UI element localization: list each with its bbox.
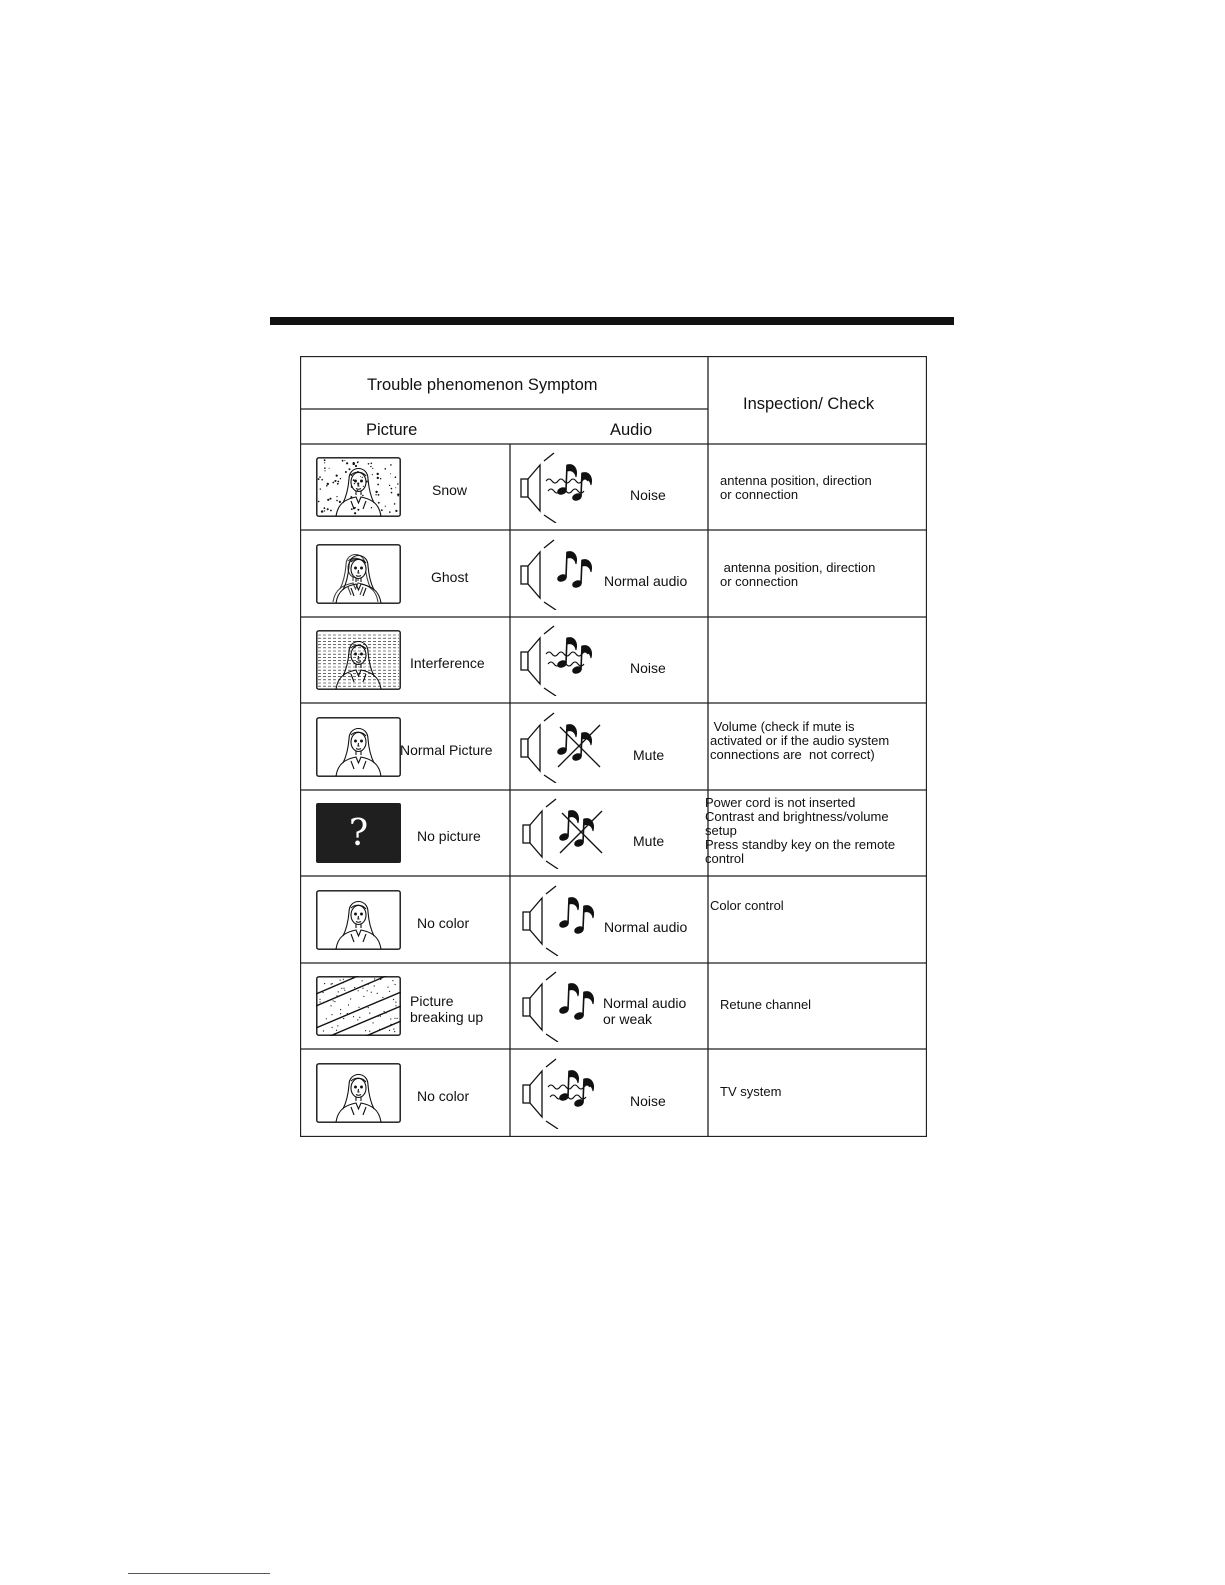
picture-symptom-label: No color — [417, 1087, 470, 1104]
svg-text:?: ? — [348, 813, 369, 854]
picture-symptom-label: No color — [417, 914, 470, 931]
check-column-header: Inspection/ Check — [743, 395, 875, 413]
audio-symptom-label: Noise — [630, 660, 666, 676]
inspection-check-text: Power cord is not inserted Contrast and brightness/volume setup Press standby key on the remote control — [705, 795, 896, 866]
speaker-music-icon — [520, 884, 610, 956]
inspection-check-text: TV system — [720, 1083, 782, 1099]
speaker-mute-icon — [518, 711, 608, 783]
troubleshooting-table — [300, 356, 927, 1137]
inspection-check-text: Color control — [710, 897, 784, 913]
tv-ghost-image — [316, 544, 401, 604]
picture-symptom-label: Interference — [410, 655, 485, 671]
tv-snow-image — [316, 457, 401, 517]
audio-symptom-label: Noise — [630, 1092, 666, 1109]
audio-symptom-label: Normal audio — [604, 572, 688, 589]
audio-symptom-label: Noise — [630, 487, 666, 503]
picture-symptom-label: Normal Picture — [400, 741, 493, 758]
audio-symptom-label: Mute — [633, 833, 665, 849]
tv-no-color-image — [316, 890, 401, 950]
speaker-noise-icon — [520, 1057, 610, 1129]
inspection-check-text: Volume (check if mute is activated or if the audio system connections are not correct) — [710, 718, 890, 762]
inspection-check-text: Retune channel — [720, 997, 812, 1012]
tv-no-color-image — [316, 1063, 401, 1123]
tv-no-picture-image — [316, 803, 401, 863]
audio-symptom-label: Mute — [633, 746, 665, 763]
tv-interference-image — [316, 630, 401, 690]
picture-column-header: Picture — [366, 421, 418, 439]
speaker-music-icon — [520, 970, 610, 1042]
speaker-mute-icon — [520, 797, 610, 869]
audio-symptom-label: Normal audio — [604, 918, 688, 935]
inspection-check-text: antenna position, direction or connection — [720, 559, 876, 589]
speaker-noise-icon — [518, 451, 608, 523]
picture-symptom-label: No picture — [417, 828, 481, 844]
header-rule — [270, 317, 954, 325]
tv-breaking-up-image — [316, 976, 401, 1036]
picture-symptom-label: Picture breaking up — [410, 993, 484, 1025]
picture-symptom-label: Snow — [432, 482, 468, 498]
footer-rule — [128, 1573, 270, 1574]
picture-symptom-label: Ghost — [431, 568, 469, 585]
tv-normal-image — [316, 717, 401, 777]
audio-column-header: Audio — [610, 421, 653, 439]
inspection-check-text: antenna position, direction or connection — [720, 473, 872, 502]
symptom-header: Trouble phenomenon Symptom — [367, 376, 598, 394]
speaker-music-icon — [518, 538, 608, 610]
speaker-noise-icon — [518, 624, 608, 696]
audio-symptom-label: Normal audio or weak — [603, 995, 687, 1027]
